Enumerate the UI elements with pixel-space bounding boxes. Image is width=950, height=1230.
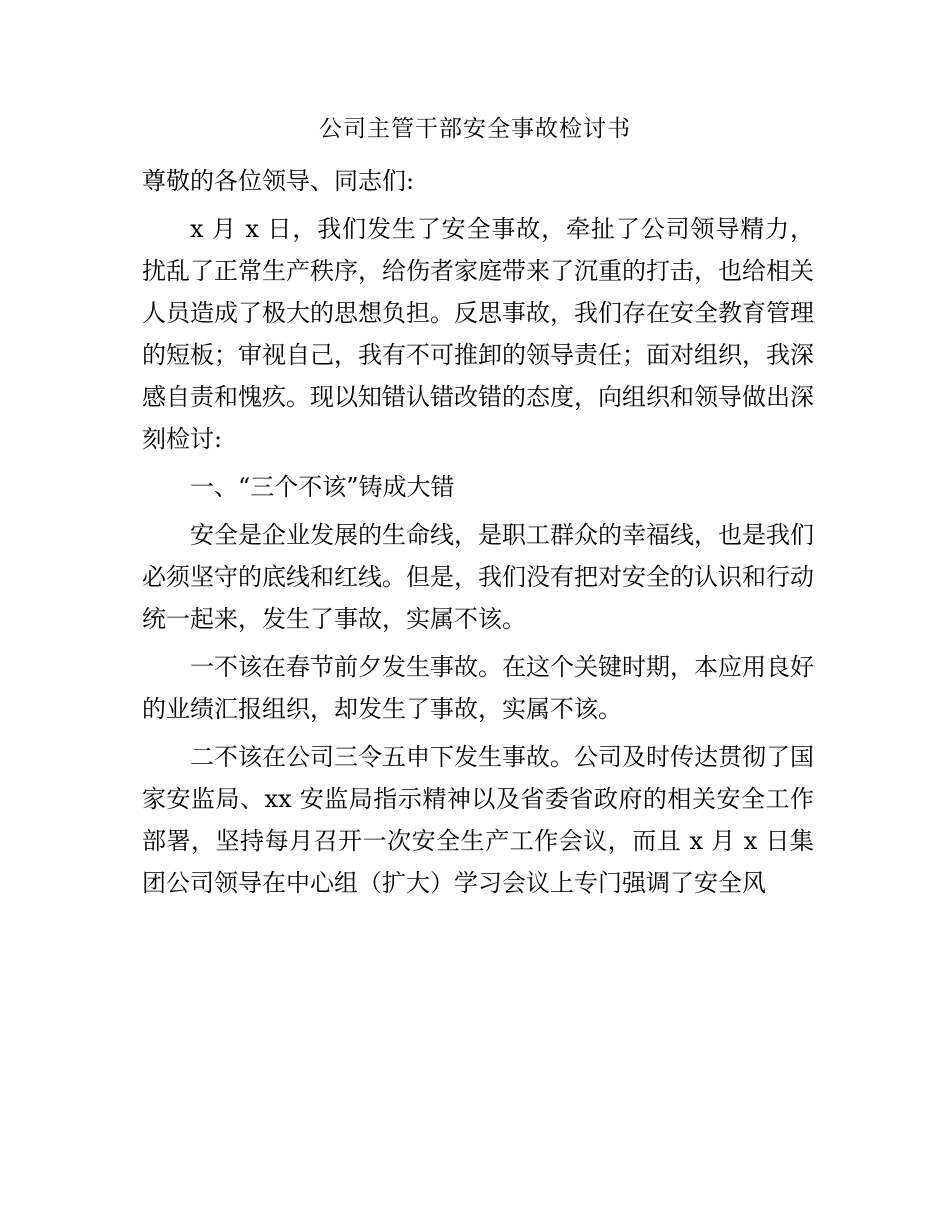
document-body [142, 160, 814, 904]
paragraph-intro: x 月 x 日，我们发生了安全事故，牵扯了公司领导精力，扰乱了正常生产秩序，给伤者家庭带来了沉重的打击，也给相关人员造成了极大的思想负担。反思事故，我们存在安全教育管理的短板；审视自己，我有不可推卸的领导责任；面对组织，我深感自责和愧疚。现以知错认错改错的态度，向组织和领导做出深刻检讨: [142, 215, 814, 453]
paragraph-first-fault: 一不该在春节前夕发生事故。在这个关键时期，本应用良好的业绩汇报组织，却发生了事故，实属不该。 [142, 653, 814, 723]
paragraph-second-fault: 二不该在公司三令五申下发生事故。公司及时传达贯彻了国家安监局、xx 安监局指示精神以及省委省政府的相关安全工作部署，坚持每月召开一次安全生产工作会议，而且 x 月 x 日集团公司领导在中心组（扩大）学习会议上专门强调了安全风 [142, 743, 814, 897]
paragraph-safety: 安全是企业发展的生命线，是职工群众的幸福线，也是我们必须坚守的底线和红线。但是，我们没有把对安全的认识和行动统一起来，发生了事故，实属不该。 [142, 521, 814, 633]
section-heading-1: 一、“三个不该”铸成大错 [190, 473, 455, 501]
salutation: 尊敬的各位领导、同志们: [142, 167, 415, 195]
document-title: 公司主管干部安全事故检讨书 [319, 116, 631, 142]
